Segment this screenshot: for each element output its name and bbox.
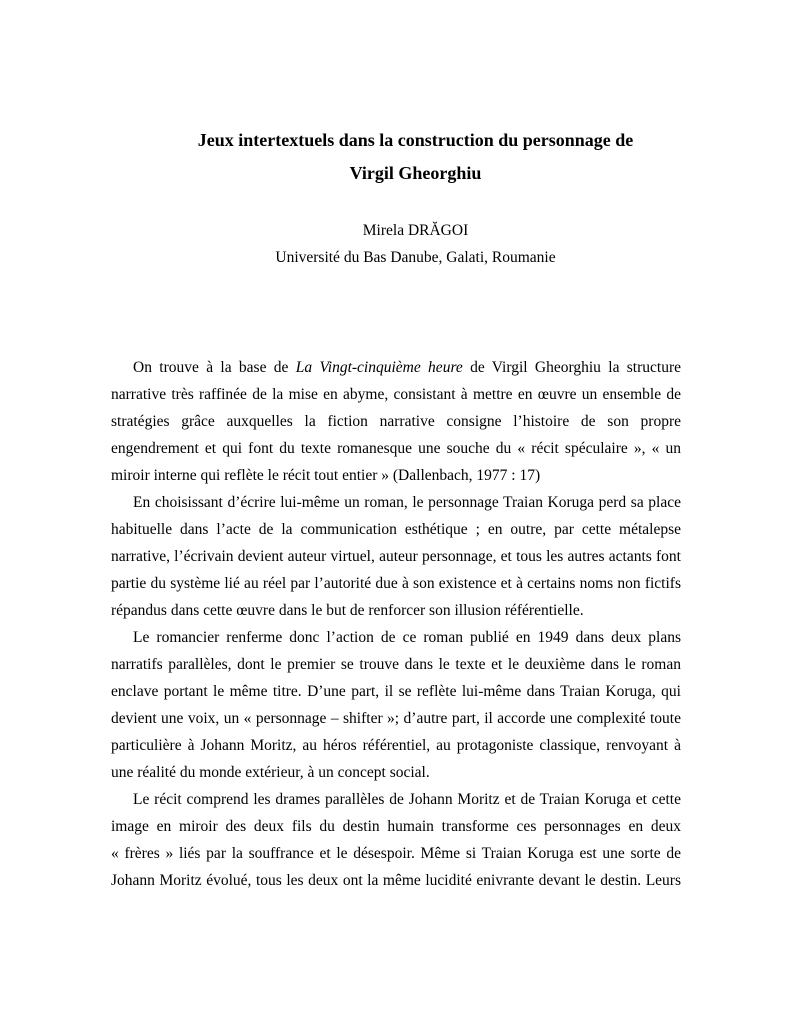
book-title-italic: La Vingt-cinquième heure xyxy=(295,359,463,376)
text-line: Le récit comprend les drames parallèles de Johann Moritz et de Traian Koruga et cette xyxy=(133,791,681,808)
text-line xyxy=(111,354,681,381)
text-line: En choisissant d’écrire lui-même un roman, le personnage Traian Koruga perd sa place xyxy=(133,494,681,511)
text-line: image en miroir des deux fils du destin humain transforme ces personnages en deux xyxy=(111,818,681,835)
body-text xyxy=(111,354,681,894)
text-line: répandus dans cette œuvre dans le but de renforcer son illusion référentielle. xyxy=(111,602,584,619)
text-line: narrative très raffinée de la mise en abyme, consistant à mettre en œuvre un ensemble de xyxy=(111,386,681,403)
text-line: Johann Moritz évolué, tous les deux ont la même lucidité enivrante devant le destin. Leurs xyxy=(111,872,681,889)
text-line: stratégies grâce auxquelles la fiction narrative consigne l’histoire de son propre xyxy=(111,413,681,430)
paragraph-2 xyxy=(111,489,681,624)
text-span: On trouve à la base de xyxy=(133,359,296,376)
text-span: de Virgil Gheorghiu la structure xyxy=(462,359,681,376)
paragraph-3 xyxy=(111,624,681,786)
text-line: Le romancier renferme donc l’action de ce roman publié en 1949 dans deux plans xyxy=(133,629,681,646)
title-line-2: Virgil Gheorghiu xyxy=(349,163,482,183)
text-line: engendrement et qui font du texte romanesque une souche du « récit spéculaire », « un xyxy=(111,440,681,457)
text-line: « frères » liés par la souffrance et le désespoir. Même si Traian Koruga est une sorte de xyxy=(111,845,681,862)
text-line: devient une voix, un « personnage – shifter »; d’autre part, il accorde une complexité toute xyxy=(111,710,681,727)
text-line: enclave portant le même titre. D’une part, il se reflète lui-même dans Traian Koruga, qui xyxy=(111,683,681,700)
text-line: une réalité du monde extérieur, à un concept social. xyxy=(111,764,430,781)
paragraph-4 xyxy=(111,786,681,894)
paragraph-1 xyxy=(111,354,681,489)
text-line: habituelle dans l’acte de la communication esthétique ; en outre, par cette métalepse xyxy=(111,521,681,538)
title-line-1: Jeux intertextuels dans la construction du personnage de xyxy=(197,130,634,150)
author-name: Mirela DRĂGOI xyxy=(362,222,469,239)
author-affiliation: Université du Bas Danube, Galati, Roumanie xyxy=(275,249,556,266)
text-line: narrative, l’écrivain devient auteur virtuel, auteur personnage, et tous les autres actants font xyxy=(111,548,681,565)
text-line: partie du système lié au réel par l’autorité due à son existence et à certains noms non fictifs xyxy=(111,575,681,592)
text-line: narratifs parallèles, dont le premier se trouve dans le texte et le deuxième dans le roman xyxy=(111,656,681,673)
text-line: particulière à Johann Moritz, au héros référentiel, au protagoniste classique, renvoyant à xyxy=(111,737,681,754)
text-line: miroir interne qui reflète le récit tout entier » (Dallenbach, 1977 : 17) xyxy=(111,467,541,484)
